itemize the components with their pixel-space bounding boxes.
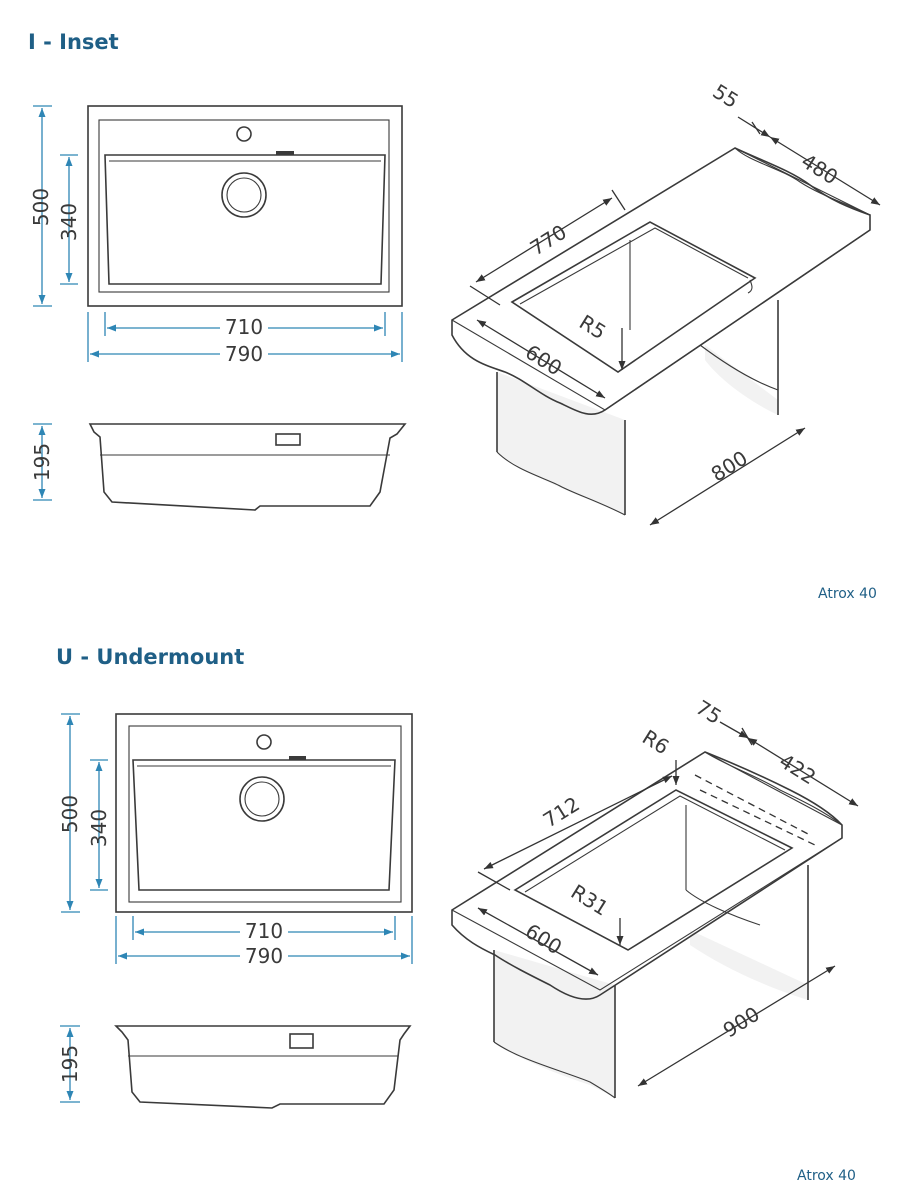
undermount-top-dimensions bbox=[61, 714, 412, 964]
inset-side-view bbox=[33, 424, 405, 510]
undermount-bowl-length-label: 712 bbox=[538, 791, 584, 833]
overflow-icon bbox=[290, 1034, 313, 1048]
undermount-iso-view bbox=[452, 752, 842, 1098]
inset-radius-label: R5 bbox=[575, 309, 611, 345]
inset-depth-front-label: 600 bbox=[521, 339, 567, 381]
undermount-cabinet-label: 900 bbox=[718, 1001, 764, 1043]
undermount-depth-back-label: 422 bbox=[775, 748, 821, 790]
inset-model-label: Atrox 40 bbox=[818, 586, 877, 602]
inset-height-label: 195 bbox=[30, 442, 54, 482]
undermount-inner-depth-label: 340 bbox=[87, 808, 111, 848]
inset-top-view bbox=[88, 106, 402, 306]
undermount-height-label: 195 bbox=[58, 1044, 82, 1084]
inset-bowl-length-label: 770 bbox=[525, 219, 571, 261]
undermount-model-label: Atrox 40 bbox=[797, 1168, 856, 1184]
undermount-section-title: U - Undermount bbox=[56, 645, 245, 669]
undermount-depth-front-label: 600 bbox=[521, 918, 567, 960]
inset-inner-width-label: 710 bbox=[224, 315, 264, 339]
inset-outer-depth-label: 500 bbox=[29, 187, 53, 227]
tap-hole-icon bbox=[237, 127, 251, 141]
undermount-outer-depth-label: 500 bbox=[58, 794, 82, 834]
undermount-top-view bbox=[116, 714, 412, 912]
drain-icon bbox=[222, 173, 266, 217]
undermount-outer-width-label: 790 bbox=[244, 944, 284, 968]
inset-depth-back-label: 480 bbox=[797, 148, 843, 190]
inset-section-title: I - Inset bbox=[28, 30, 119, 54]
inset-iso-view bbox=[452, 148, 870, 515]
inset-outer-width-label: 790 bbox=[224, 342, 264, 366]
tap-hole-icon bbox=[257, 735, 271, 749]
inset-inner-depth-label: 340 bbox=[57, 202, 81, 242]
undermount-radius-top-label: R6 bbox=[638, 724, 674, 760]
undermount-inner-width-label: 710 bbox=[244, 919, 284, 943]
undermount-side-view bbox=[60, 1026, 410, 1108]
inset-cabinet-label: 800 bbox=[706, 445, 752, 487]
inset-top-margin-label: 55 bbox=[708, 79, 743, 113]
drain-icon bbox=[240, 777, 284, 821]
undermount-radius-label: R31 bbox=[566, 879, 613, 921]
overflow-icon bbox=[276, 434, 300, 445]
undermount-top-margin-label: 75 bbox=[691, 695, 726, 729]
